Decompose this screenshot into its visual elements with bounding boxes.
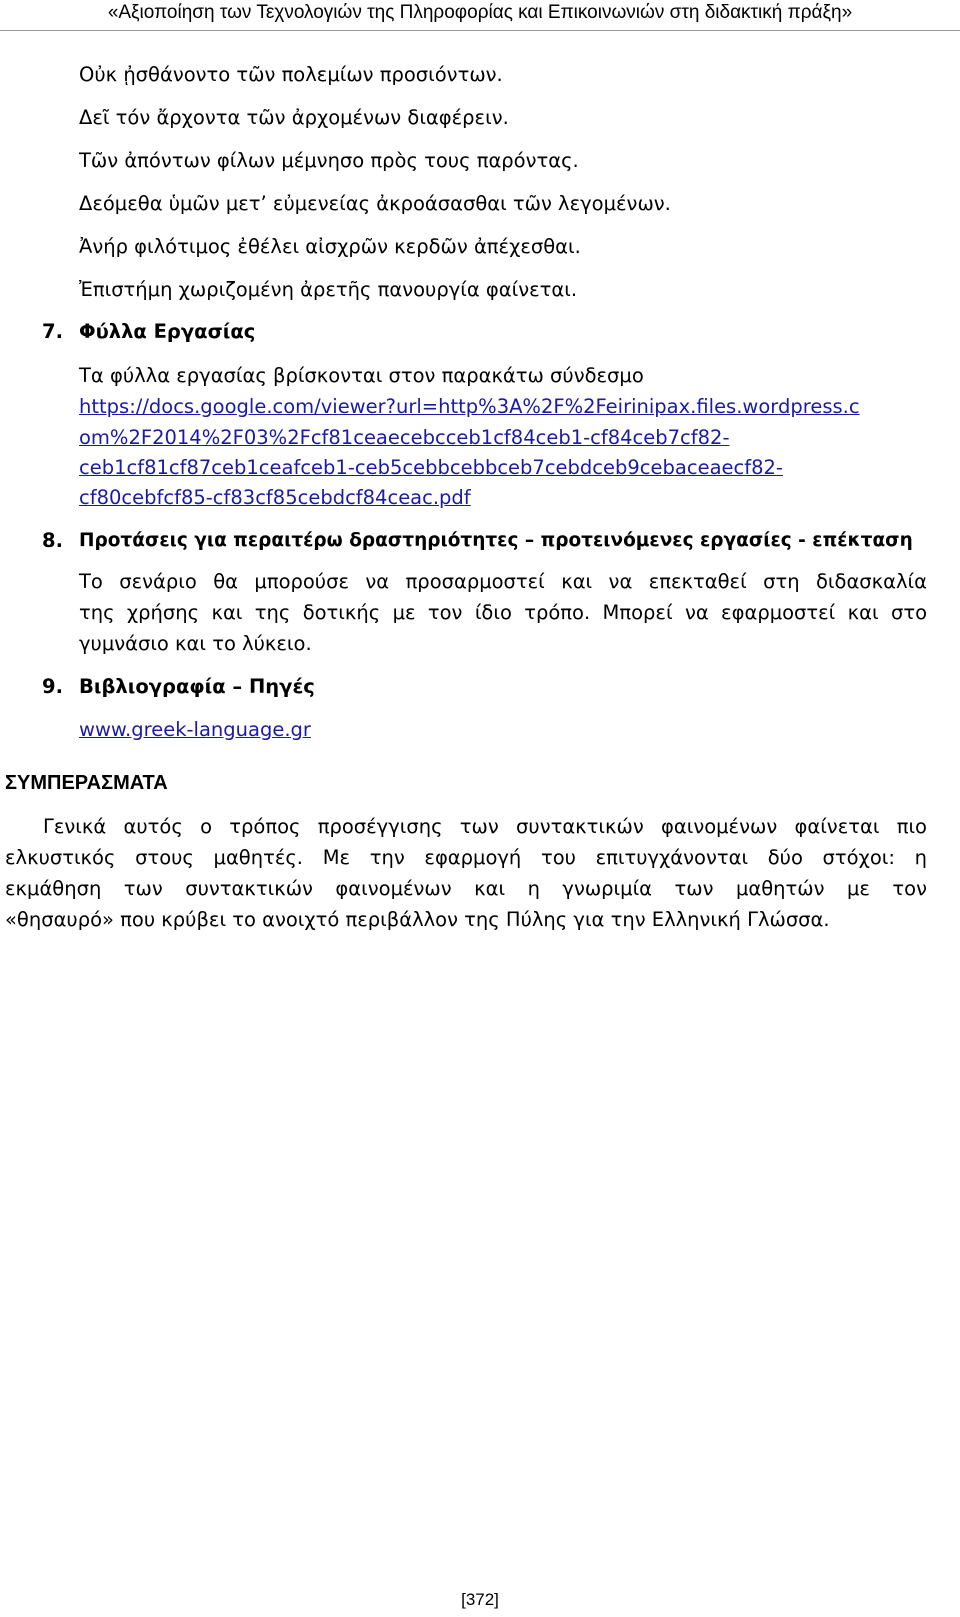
- example-sentence: Δεόμεθα ὑμῶν μετ’ εὐμενείας ἀκροάσασθαι τῶν λεγομένων.: [79, 192, 671, 215]
- paragraph-line: «θησαυρό» που κρύβει το ανοιχτό περιβάλλον της Πύλης για την Ελληνική Γλώσσα.: [5, 908, 830, 931]
- paragraph-line: Γενικά αυτός ο τρόπος προσέγγισης των συντακτικών φαινομένων φαίνεται πιο: [43, 815, 927, 838]
- section-7-heading: Φύλλα Εργασίας: [79, 320, 256, 343]
- worksheet-link-line[interactable]: [79, 456, 783, 480]
- paragraph-line: γυμνάσιο και το λύκειο.: [79, 632, 312, 655]
- paragraph-line: ελκυστικός στους μαθητές. Με την εφαρμογή του επιτυγχάνονται δύο στόχοι: η: [5, 846, 927, 869]
- header-rule: [0, 30, 960, 31]
- source-link-line[interactable]: [79, 718, 311, 742]
- conclusions-heading: ΣΥΜΠΕΡΑΣΜΑΤΑ: [5, 772, 168, 794]
- worksheet-link-line[interactable]: [79, 486, 471, 510]
- section-8-paragraph: [79, 566, 927, 659]
- worksheet-link-line[interactable]: [79, 426, 729, 450]
- worksheet-link-line[interactable]: [79, 395, 860, 419]
- section-8-heading: Προτάσεις για περαιτέρω δραστηριότητες – προτεινόμενες εργασίες - επέκταση: [79, 530, 913, 551]
- section-7-number: 7.: [42, 320, 63, 343]
- example-sentence: Δεῖ τόν ἄρχοντα τῶν ἀρχομένων διαφέρειν.: [79, 106, 509, 129]
- page-number: [372]: [461, 1590, 499, 1609]
- running-header: «Αξιοποίηση των Τεχνολογιών της Πληροφορίας και Επικοινωνιών στη διδακτική πράξη»: [107, 2, 853, 23]
- section-7-intro: Τα φύλλα εργασίας βρίσκονται στον παρακάτω σύνδεσμο: [79, 364, 644, 387]
- worksheet-link[interactable]: ceb1cf81cf87ceb1ceafceb1-ceb5cebbcebbceb7cebdceb9cebaceaecf82-: [79, 456, 783, 479]
- greek-language-link[interactable]: www.greek-language.gr: [79, 718, 311, 741]
- section-8-number: 8.: [42, 529, 63, 552]
- section-9-number: 9.: [42, 675, 63, 698]
- paragraph-line: εκμάθηση των συντακτικών φαινομένων και η γνωριμία των μαθητών με τον: [5, 877, 927, 900]
- paragraph-line: της χρήσης και της δοτικής με τον ίδιο τρόπο. Μπορεί να εφαρμοστεί και στο: [79, 601, 927, 624]
- conclusions-paragraph: [5, 811, 927, 935]
- section-9-heading: Βιβλιογραφία – Πηγές: [79, 675, 315, 698]
- worksheet-link[interactable]: cf80cebfcf85-cf83cf85cebdcf84ceac.pdf: [79, 486, 471, 509]
- example-sentence: Οὐκ ᾐσθάνοντο τῶν πολεμίων προσιόντων.: [79, 63, 503, 86]
- example-sentence: Ἀνήρ φιλότιμος ἐθέλει αἰσχρῶν κερδῶν ἀπέχεσθαι.: [79, 235, 581, 258]
- example-sentence: Ἐπιστήμη χωριζομένη ἀρετῆς πανουργία φαίνεται.: [79, 278, 578, 301]
- example-sentence: Τῶν ἀπόντων φίλων μέμνησο πρὸς τους παρόντας.: [79, 149, 579, 172]
- paragraph-line: Το σενάριο θα μπορούσε να προσαρμοστεί και να επεκταθεί στη διδασκαλία: [79, 570, 927, 593]
- worksheet-link[interactable]: https://docs.google.com/viewer?url=http%3A%2F%2Feirinipax.files.wordpress.c: [79, 395, 860, 418]
- worksheet-link[interactable]: om%2F2014%2F03%2Fcf81ceaecebcceb1cf84ceb1-cf84ceb7cf82-: [79, 426, 730, 449]
